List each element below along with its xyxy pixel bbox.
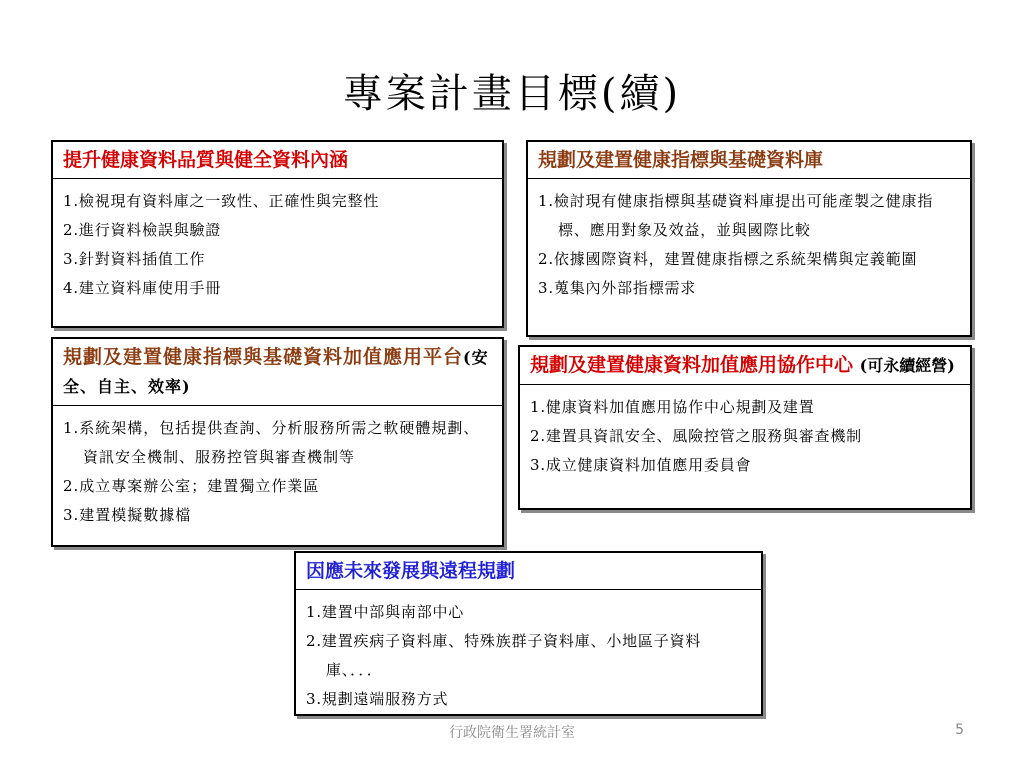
list-item: 1.檢討現有健康指標與基礎資料庫提出可能產製之健康指標、應用對象及效益，並與國際比較 xyxy=(538,192,934,239)
box-heading-sub: (可永續經營) xyxy=(859,356,955,375)
box-heading-main: 規劃及建置健康指標與基礎資料加值應用平台 xyxy=(63,346,464,368)
box-heading: 因應未來發展與遠程規劃 xyxy=(296,553,761,590)
list-item: 1.檢視現有資料庫之一致性、正確性與完整性 xyxy=(63,192,380,210)
box-heading: 規劃及建置健康指標與基礎資料庫 xyxy=(528,142,970,179)
list-item: 1.系統架構，包括提供查詢、分析服務所需之軟硬體規劃、資訊安全機制、服務控管與審查機制等 xyxy=(63,419,480,466)
goal-box-collaboration-center xyxy=(518,345,972,510)
list-item: 1.建置中部與南部中心 xyxy=(306,603,465,621)
box-item-list xyxy=(296,590,761,718)
goal-box-value-added-platform xyxy=(51,337,504,547)
list-item: 3.規劃遠端服務方式 xyxy=(306,690,449,708)
list-item: 2.進行資料檢誤與驗證 xyxy=(63,221,222,239)
list-item: 4.建立資料庫使用手冊 xyxy=(63,279,222,297)
slide-title: 專案計畫目標(續) xyxy=(342,71,682,117)
list-item: 2.依據國際資料，建置健康指標之系統架構與定義範圍 xyxy=(538,250,918,268)
box-heading-main: 規劃及建置健康資料加值應用協作中心 xyxy=(530,354,854,376)
box-item-list xyxy=(53,179,502,307)
box-item-list xyxy=(53,406,502,534)
list-item: 2.成立專案辦公室；建置獨立作業區 xyxy=(63,477,320,495)
box-heading xyxy=(53,339,502,406)
list-item: 3.針對資料插值工作 xyxy=(63,250,206,268)
box-item-list xyxy=(520,385,970,484)
list-item: 3.成立健康資料加值應用委員會 xyxy=(530,456,752,474)
slide-footer: 行政院衛生署統計室 xyxy=(449,725,575,741)
box-heading: 提升健康資料品質與健全資料內涵 xyxy=(53,142,502,179)
list-item: 2.建置具資訊安全、風險控管之服務與審查機制 xyxy=(530,427,862,445)
page-number: 5 xyxy=(955,722,964,738)
list-item: 1.健康資料加值應用協作中心規劃及建置 xyxy=(530,398,815,416)
list-item: 3.蒐集內外部指標需求 xyxy=(538,279,697,297)
goal-box-indicator-database xyxy=(526,140,972,337)
box-item-list xyxy=(528,179,970,307)
goal-box-data-quality xyxy=(51,140,504,328)
list-item: 2.建置疾病子資料庫、特殊族群子資料庫、小地區子資料庫、．．． xyxy=(306,632,702,679)
box-heading xyxy=(520,347,970,385)
box-heading-sub: (安全、自主、效率) xyxy=(63,348,489,396)
goal-box-future-planning xyxy=(294,551,763,716)
list-item: 3.建置模擬數據檔 xyxy=(63,506,192,524)
